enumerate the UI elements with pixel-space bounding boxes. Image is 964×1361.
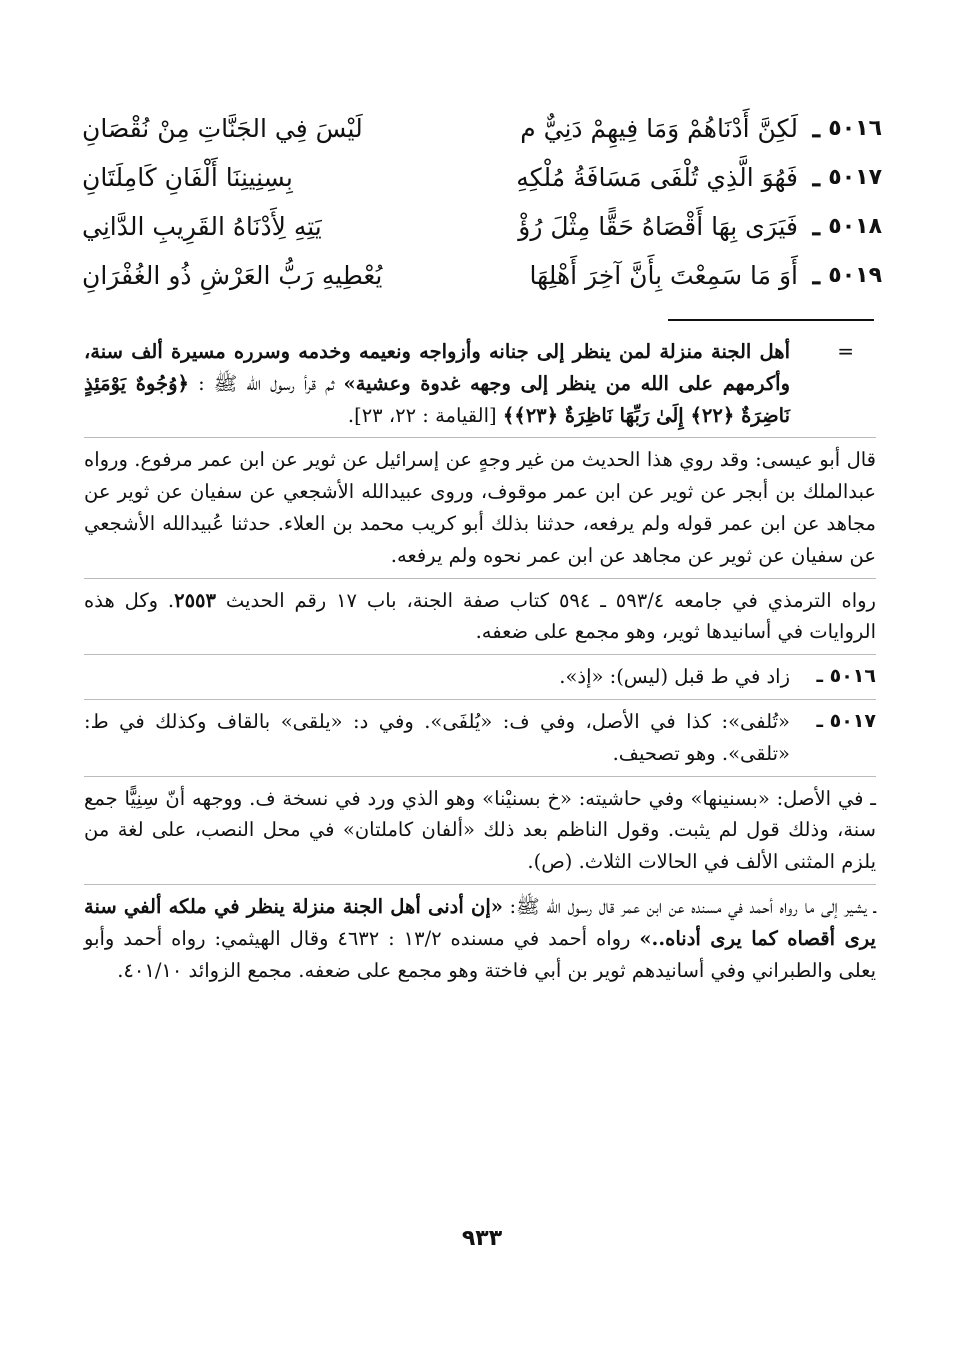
footnote-text: زاد في ط قبل (ليس): «إذ». [559,665,790,689]
footnotes [84,336,876,992]
footnote-text: ـ في الأصل: «بسنينها» وفي حاشيته: «خ بسنيْنا» وهو الذي ورد في نسخة ف. ووجهه أنّ سِنِيًّا جمع سنة، وذلك قول لم يثبت. وقول الناظم بعد ذلك «ألفان كاملتان» في محل النصب، على لغة من يلزم المثنى الألف في الحالات الثلاث. (ص). [84,786,876,874]
paragraph-divider [84,776,876,777]
footnote-text: «تُلفى»: كذا في الأصل، وفي ف: «يُلفَى». وفي د: «يلقى» بالقاف وكذلك في ط: «تلقى». وهو تصحيف. [84,709,790,765]
verse-number: ٥٠١٩ [828,263,882,288]
footnote-number: ٥٠١٦ ـ [816,665,876,688]
hadith-bold-text: «إن أدنى أهل الجنة منزلة ينظر في ملكه ألفي سنة يرى أقصاه كما يرى أدناه..» [84,894,876,950]
footnote-text: . وكل هذه الروايات في أسانيدها ثوير، وهو مجمع على ضعفه. [84,588,876,644]
verse-number: ٥٠١٧ [828,165,882,190]
continuation-marker: = [837,339,854,363]
footnote-paragraph [84,444,876,571]
verse-line [82,153,882,202]
quran-reference: [القيامة : ٢٢، ٢٣]. [347,403,503,427]
footnote-text: قال أبو عيسى: وقد روي هذا الحديث من غير وجهٍ عن إسرائيل عن ثوير عن ابن عمر مرفوع. ورواه عبدالملك بن أبجر عن ثوير عن ابن عمر موقوف، وروى عبيدالله الأشجعي عن سفيان عن ثوير عن مجاهد عن ابن عمر قوله ولم يرفعه، حدثنا بذلك أبو كريب محمد بن العلاء. حدثنا عُبيدالله الأشجعي عن سفيان عن ثوير عن مجاهد عن ابن عمر نحوه ولم يرفعه. [84,448,876,567]
paragraph-divider [84,699,876,700]
verse-number: ٥٠١٨ [828,214,882,239]
verse-line [82,251,882,300]
verse-second-hemistich: بِسِنِينِنَا أَلْفَانِ كَامِلَتَانِ [82,163,293,192]
verse-line [82,202,882,251]
paragraph-divider [84,654,876,655]
footnote-separator-rule [668,319,874,321]
footnote-body [84,336,876,431]
hadith-bold-text: أهل الجنة منزلة لمن ينظر إلى جنانه وأزواجه ونعيمه وخدمه وسرره مسيرة ألف سنة، وأكرمهم على الله من ينظر إلى وجهه غدوة وعشية» [84,340,790,395]
quran-verse: ﴿وُجُوهٌ يَوْمَئِذٍ نَاضِرَةٌ ﴿٢٢﴾ إِلَىٰ رَبِّهَا نَاظِرَةٌ ﴿٢٣﴾﴾ [84,371,790,427]
verse-number: ٥٠١٦ [828,116,882,141]
paragraph-divider [84,437,876,438]
footnote-paragraph [84,891,876,986]
footnote-text: رواه الترمذي في جامعه ٥٩٣/٤ ـ ٥٩٤ كتاب صفة الجنة، باب ١٧ رقم الحديث [216,588,876,612]
paragraph-divider [84,578,876,579]
paragraph-divider [84,884,876,885]
footnote-body [84,585,876,649]
verse-line [82,104,882,153]
footnote-number: ٥٠١٧ ـ [816,709,876,732]
footnote-text: ـ يشير إلى ما رواه أحمد في مسنده عن ابن عمر قال رسول الله ﷺ: [502,894,876,918]
verse-dash: ـ [812,114,820,143]
verse-first-hemistich: فَهُوَ الَّذِي تُلْفَى مَسَافَةُ مُلْكِهِ [516,163,798,192]
verse-dash: ـ [812,261,820,290]
verse-first-hemistich: أَوَ مَا سَمِعْتَ بِأَنَّ آخِرَ أَهْلِهَا [529,261,798,290]
verse-dash: ـ [812,163,820,192]
verse-second-hemistich: لَيْسَ فِي الجَنَّاتِ مِنْ نُقْصَانِ [82,114,363,143]
verse-first-hemistich: فَيَرَى بِهَا أَقْصَاهُ حَقًّا مِثْلَ رُؤْ [518,212,798,241]
footnote-5016 [84,661,876,693]
hadith-number: ٢٥٥٣ [174,588,217,612]
verse-second-hemistich: يُعْطِيهِ رَبُّ العَرْشِ ذُو الغُفْرَانِ [82,261,383,290]
page-number: ٩٣٣ [461,1226,503,1251]
verse-block [82,104,882,300]
verse-second-hemistich: يَتِهِ لِأَدْنَاهُ القَرِيبِ الدَّانِي [82,212,322,241]
verse-dash: ـ [812,212,820,241]
footnote-body [84,891,876,986]
footnote-text: ثم قرأ رسول الله ﷺ : [198,371,344,395]
footnote-5017 [84,706,876,770]
footnote-paragraph [84,783,876,878]
verse-first-hemistich: لَكِنَّ أَدْنَاهُمْ وَمَا فِيهِمْ دَنِيٌّ م [520,114,798,143]
footnote-continuation [84,336,876,431]
footnote-paragraph [84,585,876,649]
footnote-text: رواه أحمد في مسنده ١٣/٢ : ٤٦٣٢ وقال الهيثمي: رواه أحمد وأبو يعلى والطبراني وفي أسانيدهم ثوير بن أبي فاختة وهو مجمع على ضعفه. مجمع الزوائد ٤٠١/١٠. [84,926,876,982]
